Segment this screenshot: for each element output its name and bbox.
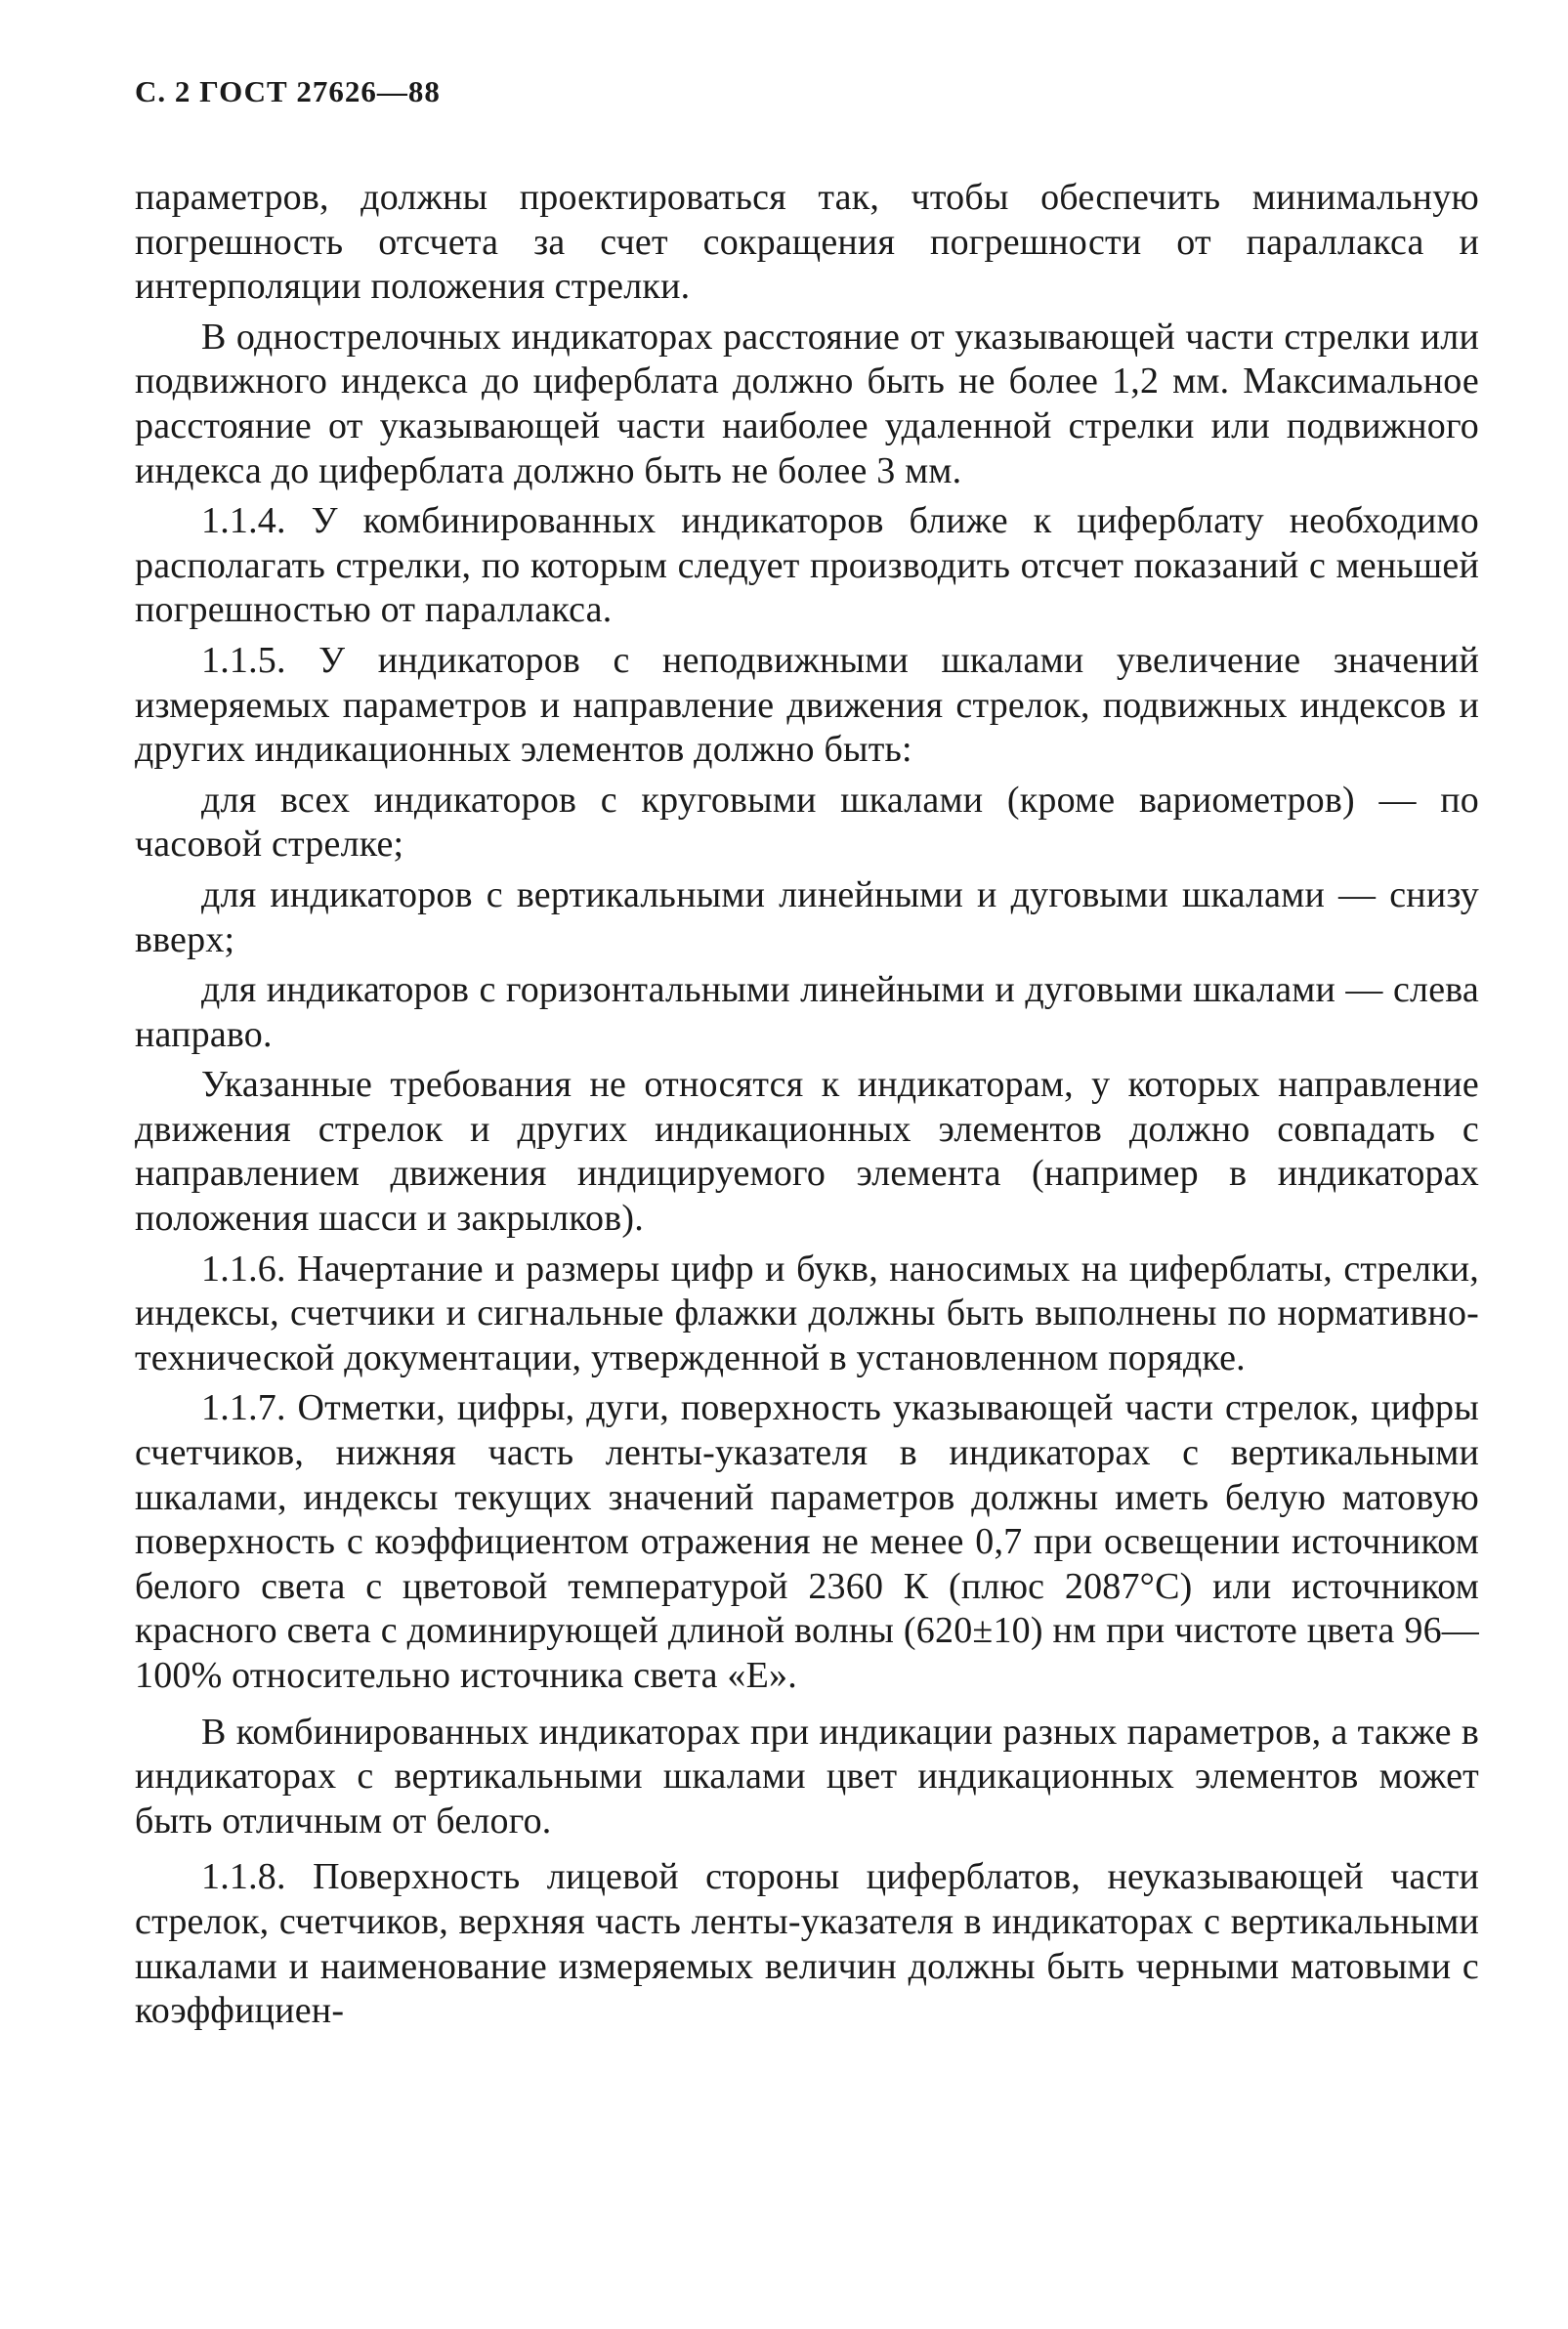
paragraph-1-1-6: 1.1.6. Начертание и размеры цифр и букв, наносимых на циферблаты, стрелки, индексы, счетчики и сигнальные флажки должны быть выполнены по нормативно-технической документации, утвержденной в установленном порядке. bbox=[135, 1248, 1479, 1378]
page-header: С. 2 ГОСТ 27626—88 bbox=[135, 74, 441, 108]
document-page bbox=[135, 70, 1479, 2040]
document-body bbox=[135, 176, 1479, 2034]
paragraph-1-1-4: 1.1.4. У комбинированных индикаторов ближе к циферблату необходимо располагать стрелки, по которым следует производить отсчет показаний с меньшей погрешностью от параллакса. bbox=[135, 500, 1479, 631]
paragraph-1-1-5: 1.1.5. У индикаторов с неподвижными шкалами увеличение значений измеряемых параметров и направление движения стрелок, подвижных индексов и других индикационных элементов должно быть: bbox=[135, 639, 1479, 771]
list-item-circular-scales: для всех индикаторов с круговыми шкалами (кроме вариометров) — по часовой стрелке; bbox=[135, 779, 1479, 866]
paragraph-single-needle: В однострелочных индикаторах расстояние от указывающей части стрелки или подвижного индекса до циферблата должно быть не более 1,2 мм. Максимальное расстояние от указывающей части наиболее удаленной стрелки или подвижного индекса до циферблата должно быть не более 3 мм. bbox=[135, 316, 1479, 491]
paragraph-1-1-8: 1.1.8. Поверхность лицевой стороны циферблатов, неуказывающей части стрелок, счетчиков, верхняя часть ленты-указателя в индикаторах с вертикальными шкалами и наименование измеряемых величин должны быть черными матовыми с коэффициен- bbox=[135, 1856, 1479, 2032]
paragraph-1-1-7: 1.1.7. Отметки, цифры, дуги, поверхность указывающей части стрелок, цифры счетчиков, нижняя часть ленты-указателя в индикаторах с вертикальными шкалами, индексы текущих значений параметров должны иметь белую матовую поверхность с коэффициентом отражения не менее 0,7 при освещении источником белого света с цветовой температурой 2360 К (плюс 2087°С) или источником красного света с доминирующей длиной волны (620±10) нм при чистоте цвета 96—100% относительно источника света «Е». bbox=[135, 1387, 1479, 1696]
paragraph-combined-indicators: В комбинированных индикаторах при индикации разных параметров, а также в индикаторах с вертикальными шкалами цвет индикационных элементов может быть отличным от белого. bbox=[135, 1711, 1479, 1842]
paragraph-exceptions: Указанные требования не относятся к индикаторам, у которых направление движения стрелок и других индикационных элементов должно совпадать с направлением движения индицируемого элемента (например в индикаторах положения шасси и закрылков). bbox=[135, 1064, 1479, 1240]
list-item-vertical-scales: для индикаторов с вертикальными линейными и дуговыми шкалами — снизу вверх; bbox=[135, 873, 1479, 960]
paragraph-continuation: параметров, должны проектироваться так, чтобы обеспечить минимальную погрешность отсчета за счет сокращения погрешности от параллакса и интерполяции положения стрелки. bbox=[135, 177, 1479, 308]
list-item-horizontal-scales: для индикаторов с горизонтальными линейными и дуговыми шкалами — слева направо. bbox=[135, 969, 1479, 1055]
